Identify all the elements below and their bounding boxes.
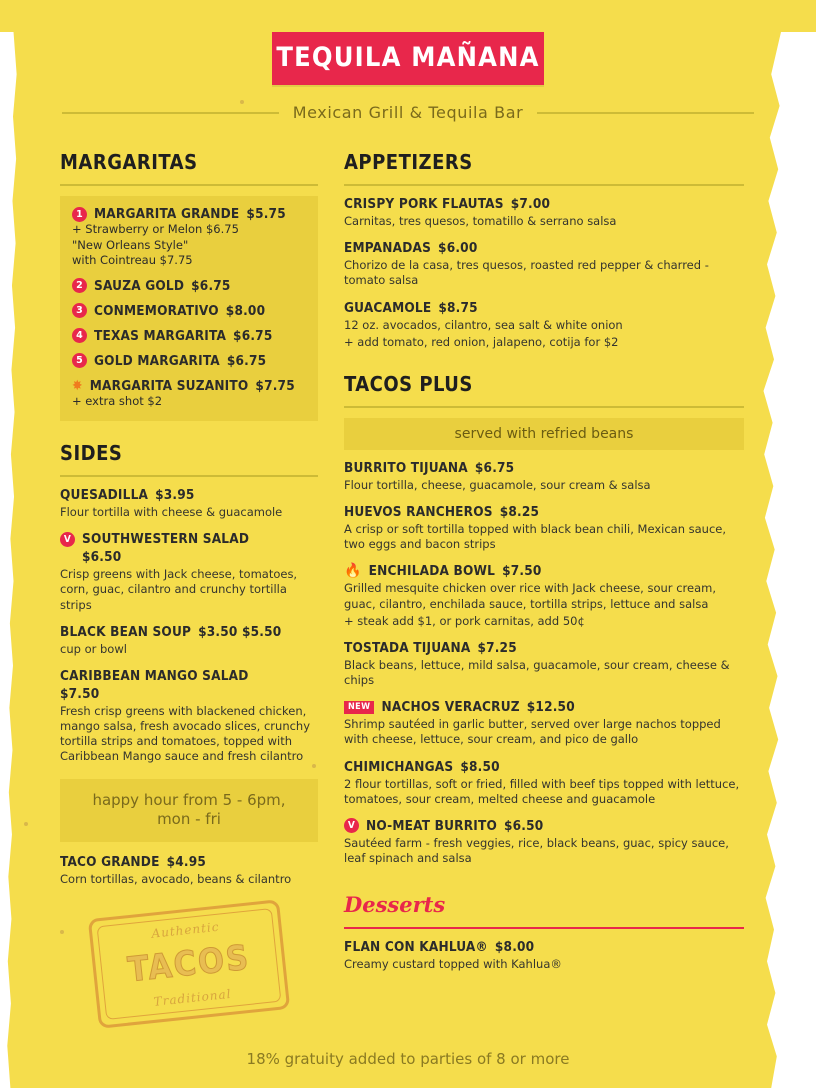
item-description: Flour tortilla, cheese, guacamole, sour cream & salsa [344,477,651,492]
menu-item [344,818,744,866]
item-price: $4.95 [166,853,206,870]
menu-columns [40,150,776,1019]
item-head [72,206,306,222]
item-description: Fresh crisp greens with blackened chicken, mango salsa, fresh avocado slices, crunchy tortilla strips and tomatoes, topped with Caribbean Mango sauce and fresh cilantro [60,703,311,764]
item-description: A crisp or soft tortilla topped with black bean chili, Mexican sauce, two eggs and bacon strips [344,522,727,552]
menu-item [344,504,744,552]
item-description: Flour tortilla with cheese & guacamole [60,505,283,520]
menu-item [60,624,318,657]
item-price: $6.75 [233,327,273,344]
menu-item [344,699,744,747]
item-description: Creamy custard topped with Kahlua® [344,957,562,972]
item-description: Shrimp sautéed in garlic butter, served over large nachos topped with cheese, lettuce, sour cream, and pico de gallo [344,717,721,747]
item-head [344,699,744,715]
item-price: $8.75 [438,299,478,316]
item-description: Carnitas, tres quesos, tomatillo & serrano salsa [344,214,617,228]
item-price: $6.50 [82,549,122,566]
item-name: GUACAMOLE [344,299,432,316]
item-price: $7.25 [477,639,517,656]
item-head [72,278,306,294]
item-head [344,563,744,579]
item-price: $12.50 [526,699,575,716]
item-head [344,504,744,520]
item-head [60,854,318,870]
item-sub-1: + Strawberry or Melon $6.75 [72,222,239,236]
item-name: TOSTADA TIJUANA [344,639,471,656]
item-price: $6.75 [226,352,267,369]
item-name: NO-MEAT BURRITO [366,817,497,834]
item-name: CARIBBEAN MANGO SALAD [60,667,249,684]
item-price: $8.50 [460,758,500,775]
item-head [344,759,744,775]
item-name: HUEVOS RANCHEROS [344,504,493,521]
item-price-row [60,549,318,565]
item-name: FLAN CON KAHLUA® [344,939,488,956]
item-name: QUESADILLA [60,487,149,504]
item-head [60,487,318,503]
item-name: TACO GRANDE [60,853,160,870]
item-price: $8.00 [494,939,535,956]
item-head [344,640,744,656]
item-description: Chorizo de la casa, tres quesos, roasted red pepper & charred - tomato salsa [344,258,709,288]
rule-left [62,112,279,114]
item-price: $7.50 [502,563,542,580]
item-name: SAUZA GOLD [94,277,185,294]
left-column [60,150,318,1019]
item-name: BLACK BEAN SOUP [60,623,192,640]
item-name: ENCHILADA BOWL [368,563,496,580]
item-head [72,378,306,394]
subtitle-row [40,103,776,122]
item-head [344,939,744,955]
item-description: Black beans, lettuce, mild salsa, guacamole, sour cream, cheese & chips [344,657,730,688]
menu-item [72,206,306,269]
flame-icon: 🔥 [344,563,362,580]
item-description: Crisp greens with Jack cheese, tomatoes, corn, guac, cilantro and crunchy tortilla strips [60,567,298,612]
stamp-main-text: TACOS [126,937,252,991]
item-head [60,668,318,684]
item-name: GOLD MARGARITA [94,352,220,369]
item-head [344,240,744,256]
new-badge: NEW [344,701,374,714]
menu-item [344,196,744,229]
item-price: $8.00 [225,302,266,319]
item-price: $3.95 [155,487,195,504]
item-price: $6.50 [503,817,544,834]
menu-item [72,378,306,410]
item-price: $6.75 [474,459,515,476]
number-badge-icon: 2 [72,278,87,293]
tacos-plus-strip: served with refried beans [344,418,744,450]
page-title: TEQUILA MAÑANA [276,42,540,73]
stamp-bottom-text: Traditional [153,986,233,1009]
item-description: Grilled mesquite chicken over rice with Jack cheese, sour cream, guac, cilantro, enchilada sauce, tortilla strips, lettuce and salsa [344,581,716,611]
item-sub-2: "New Orleans Style" [72,237,189,252]
menu-item [344,759,744,807]
item-head [344,196,744,212]
item-head [60,624,318,640]
section-title-appetizers: APPETIZERS [344,150,473,174]
menu-item [72,328,306,344]
item-addon: + add tomato, red onion, jalapeno, cotija for $2 [344,334,619,349]
item-price-row [60,686,318,702]
item-name: MARGARITA GRANDE [94,206,240,222]
item-name: CONMEMORATIVO [94,302,219,319]
number-badge-icon: 1 [72,207,87,222]
item-price: $7.00 [510,196,551,212]
divider-desserts [344,927,744,929]
item-price: $6.75 [191,277,231,294]
divider-sides [60,475,318,477]
menu-item [344,640,744,688]
item-name: SOUTHWESTERN SALAD [82,531,250,548]
menu-item [344,939,744,972]
tacos-stamp-wrap [60,909,318,1019]
item-name: CRISPY PORK FLAUTAS [344,196,504,212]
item-head [344,818,744,834]
sun-icon: ✸ [72,377,83,394]
item-name: BURRITO TIJUANA [344,459,468,476]
item-name: TEXAS MARGARITA [94,327,227,344]
item-description: 12 oz. avocados, cilantro, sea salt & white onion [344,317,623,332]
item-price: $7.50 [60,685,100,702]
menu-item [344,460,744,493]
item-description: 2 flour tortillas, soft or fried, filled with beef tips topped with lettuce, tomatoes, sour cream, melted cheese and guacamole [344,776,740,806]
item-description: cup or bowl [60,641,127,656]
vegetarian-icon: V [60,532,75,547]
item-head [344,300,744,316]
item-head [60,531,318,547]
menu-item [72,353,306,369]
menu-page [0,32,816,1019]
menu-item [60,668,318,765]
item-sub-3: with Cointreau $7.75 [72,253,193,268]
vegetarian-icon: V [344,818,359,833]
item-description: Corn tortillas, avocado, beans & cilantro [60,871,292,886]
item-price: $5.75 [246,206,286,222]
item-head [72,303,306,319]
number-badge-icon: 5 [72,353,87,368]
item-price: $8.25 [499,504,540,521]
item-head [72,328,306,344]
menu-item [72,278,306,294]
divider-margaritas [60,184,318,186]
menu-item [344,300,744,350]
item-addon: + steak add $1, or pork carnitas, add 50¢ [344,613,585,628]
rule-right [537,112,754,114]
gratuity-note: 18% gratuity added to parties of 8 or more [246,1050,570,1068]
item-name: NACHOS VERACRUZ [381,699,520,716]
divider-appetizers [344,184,744,186]
number-badge-icon: 4 [72,328,87,343]
menu-item [60,854,318,887]
menu-item [344,563,744,629]
restaurant-subtitle: Mexican Grill & Tequila Bar [292,103,524,122]
item-description: Sautéed farm - fresh veggies, rice, black beans, guac, spicy sauce, leaf spinach and salsa [344,835,729,866]
item-sub-1: + extra shot $2 [72,393,163,408]
margaritas-panel [60,196,318,421]
menu-item [60,487,318,520]
item-name: CHIMICHANGAS [344,758,454,775]
item-name: EMPANADAS [344,240,432,257]
restaurant-title-banner [272,32,544,85]
item-price: $6.00 [438,240,478,257]
menu-item [60,531,318,613]
divider-tacos-plus [344,406,744,408]
item-price: $3.50 $5.50 [198,623,282,640]
item-name: MARGARITA SUZANITO [89,377,249,394]
item-price: $7.75 [255,377,295,394]
right-column [344,150,744,1019]
number-badge-icon: 3 [72,303,87,318]
section-title-margaritas: MARGARITAS [60,150,198,174]
section-title-desserts: Desserts [344,892,446,918]
happy-hour-banner: happy hour from 5 - 6pm, mon - fri [60,779,318,842]
section-title-tacos-plus: TACOS PLUS [344,371,473,396]
menu-item [344,240,744,288]
menu-item [72,303,306,319]
tacos-stamp [88,899,290,1028]
item-head [344,460,744,476]
stamp-top-text: Authentic [150,919,221,941]
section-title-sides: SIDES [60,441,123,466]
item-head [72,353,306,369]
